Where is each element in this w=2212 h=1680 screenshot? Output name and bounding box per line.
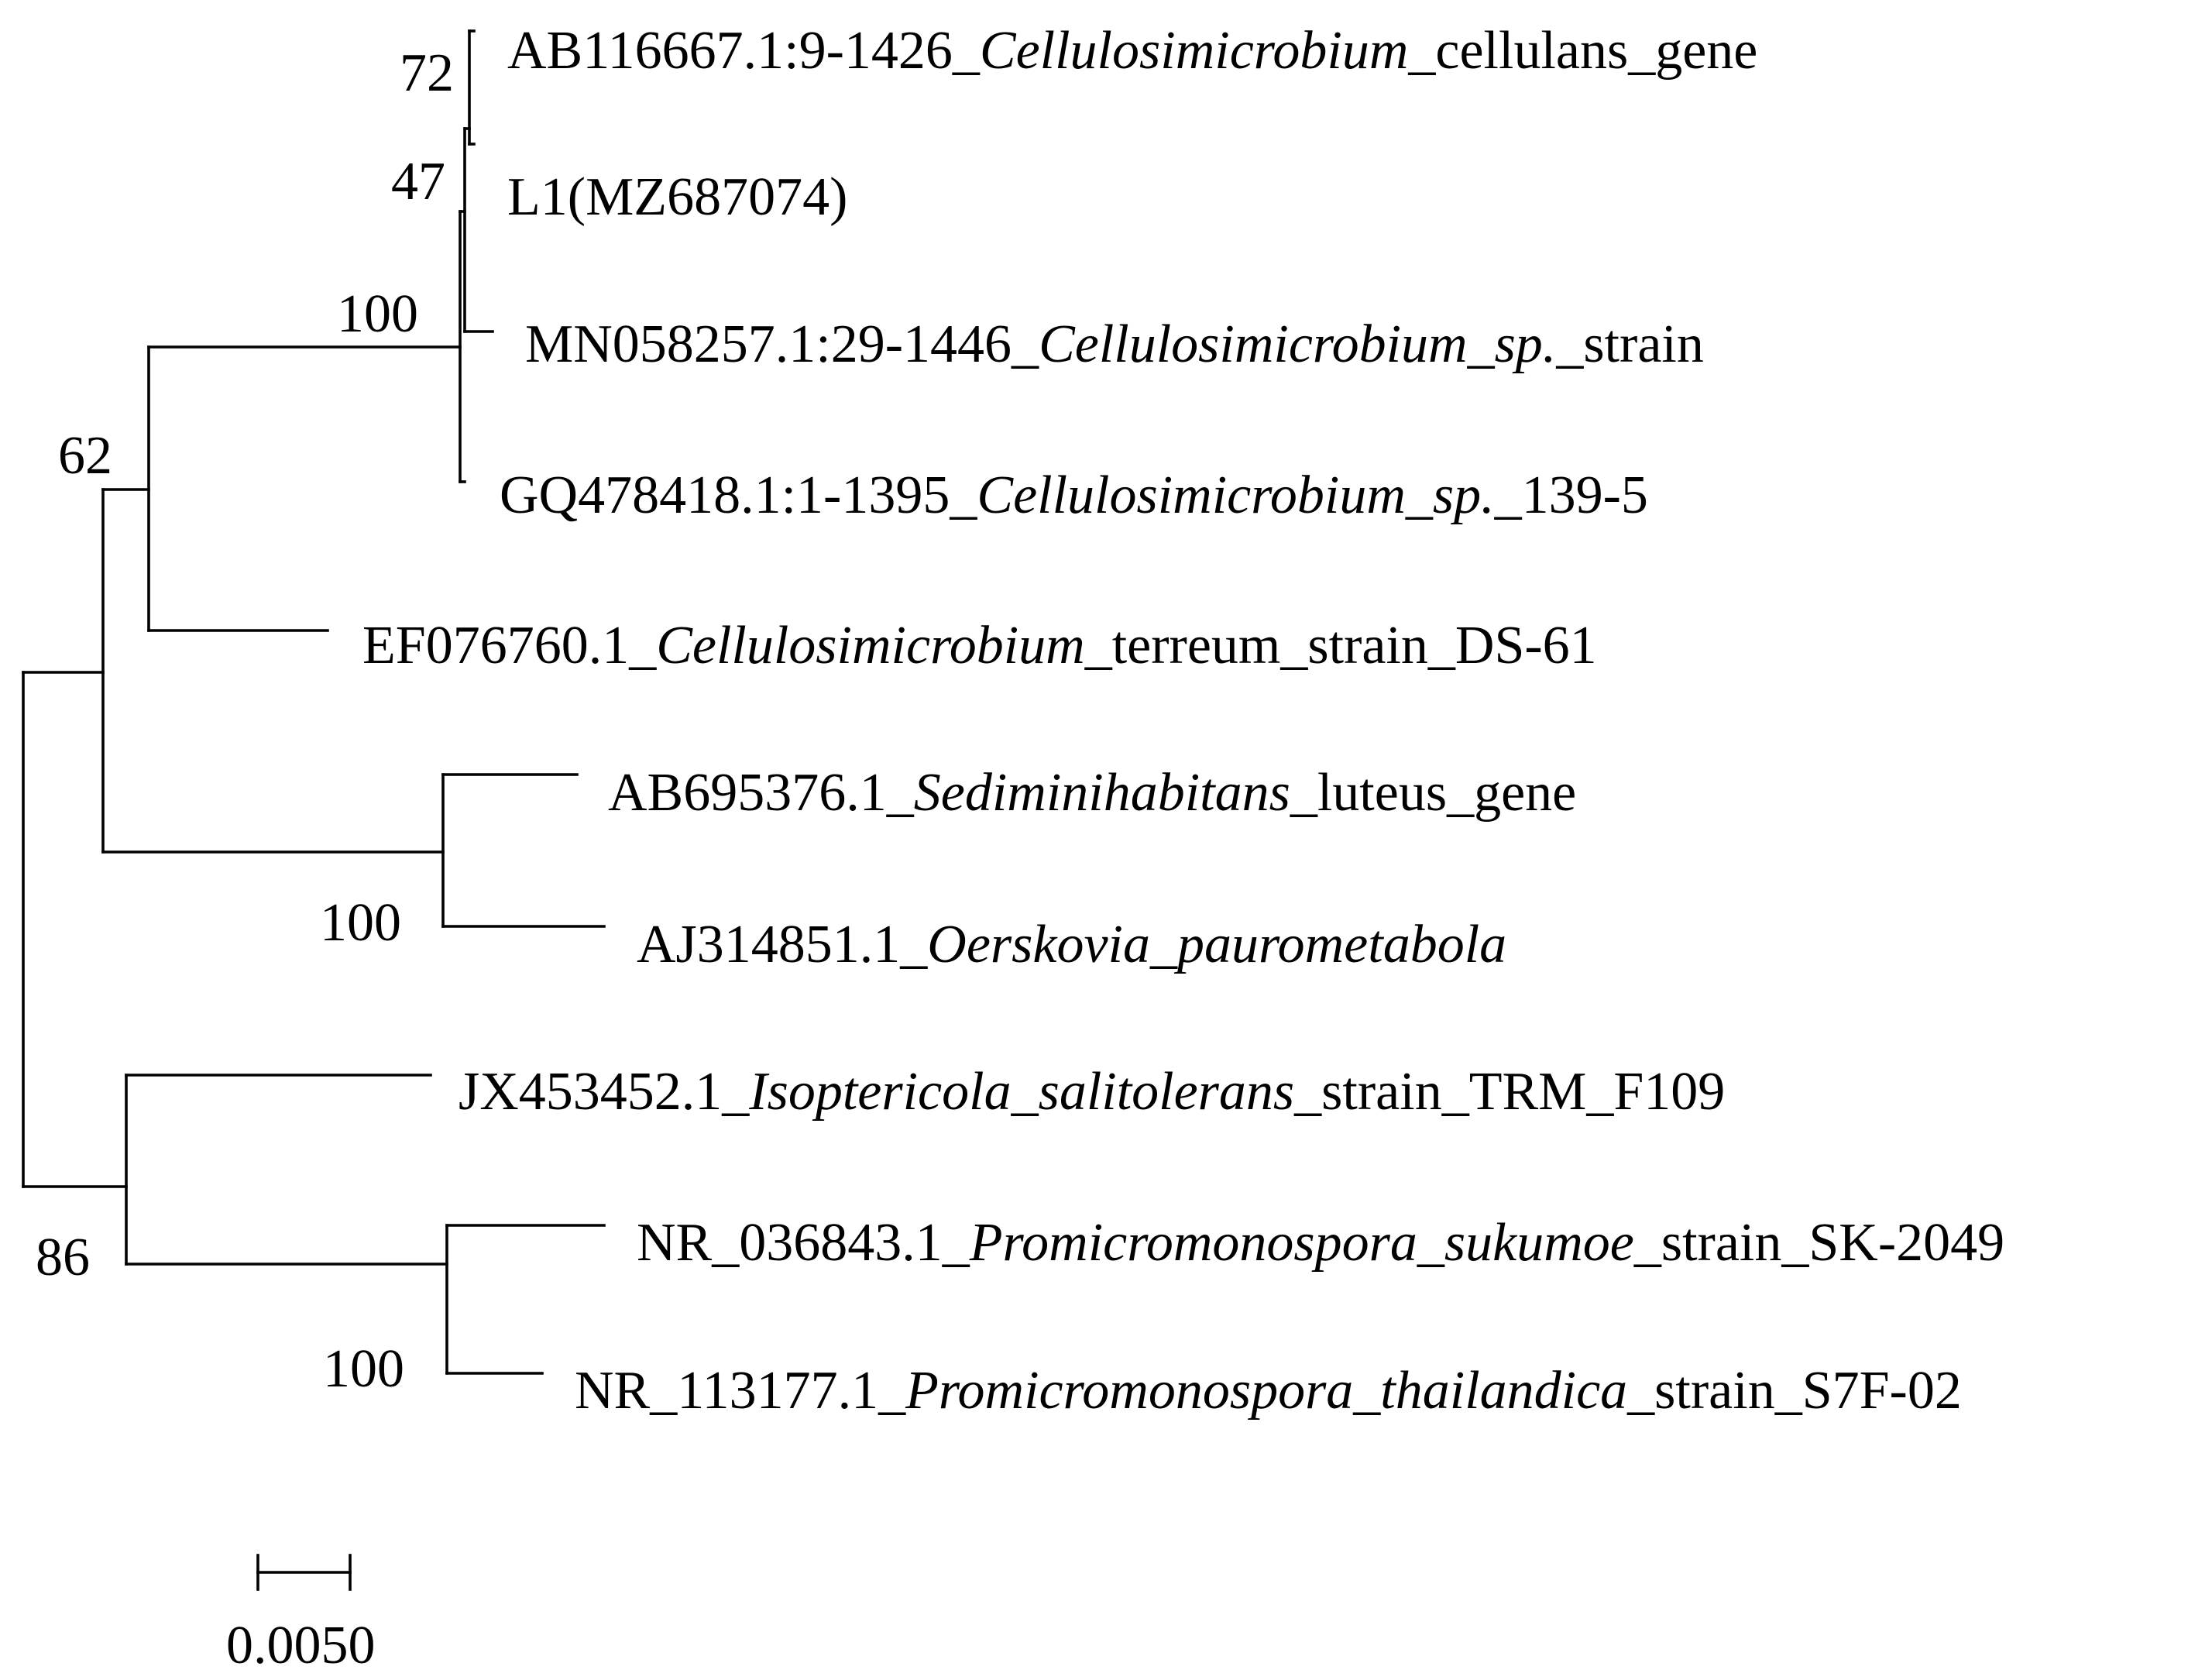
taxon-text: GQ478418.1:1-1395_ [500,466,977,525]
taxon-text: _strain_S7F-02 [1627,1361,1962,1421]
taxon-name-italic: Cellulosimicrobium [979,21,1409,81]
tip-label-ef076760 [362,616,1597,675]
taxon-text: MN058257.1:29-1446_ [525,314,1039,374]
taxon-name-italic: Promicromonospora_thailandica [905,1361,1628,1421]
tip-label-ab116667 [507,21,1757,81]
bootstrap-value: 72 [400,43,454,103]
bootstrap-value: 100 [337,284,418,344]
bootstrap-value: 100 [320,893,401,953]
tip-label-jx453452 [459,1062,1725,1122]
taxon-name-italic: Oerskovia_paurometabola [927,915,1507,974]
taxon-text: AB116667.1:9-1426_ [507,21,980,81]
tip-label-mn058257 [525,314,1704,374]
taxon-text: _strain_TRM_F109 [1294,1062,1726,1122]
taxon-text: EF076760.1_ [362,616,657,675]
bootstrap-value: 62 [58,426,112,486]
taxon-text: AJ314851.1_ [637,915,928,974]
bootstrap-value: 47 [391,152,445,211]
tip-label-gq478418 [500,466,1648,525]
tip-label-ab695376 [608,763,1576,823]
bootstrap-value: 86 [36,1228,90,1287]
taxon-text: _139-5 [1494,466,1648,525]
taxon-text: L1(MZ687074) [507,167,848,227]
taxon-name-italic: Cellulosimicrobium_sp. [1039,314,1557,374]
taxon-text: JX453452.1_ [459,1062,750,1122]
taxon-text: NR_036843.1_ [637,1213,970,1273]
tip-label-nr036843 [637,1213,2004,1273]
taxon-text: NR_113177.1_ [575,1361,906,1421]
taxon-text: _luteus_gene [1290,763,1577,823]
taxon-name-italic: Promicromonospora_sukumoe [969,1213,1634,1273]
taxon-name-italic: Sediminihabitans [913,763,1290,823]
bootstrap-value: 100 [323,1339,404,1399]
taxon-text: AB695376.1_ [608,763,914,823]
scale-bar [226,1555,376,1675]
tip-label-nr113177 [575,1361,1962,1421]
taxon-text: _terreum_strain_DS-61 [1084,616,1597,675]
taxon-name-italic: Isoptericola_salitolerans [749,1062,1295,1122]
tip-label-aj314851 [637,915,1506,974]
tree-branches [23,31,604,1373]
taxon-name-italic: Cellulosimicrobium [656,616,1085,675]
taxon-text: _strain_SK-2049 [1633,1213,2005,1273]
tip-label-l1-mz687074 [507,167,847,227]
scale-bar-label: 0.0050 [226,1616,376,1675]
taxon-name-italic: Cellulosimicrobium_sp. [977,466,1495,525]
taxon-text: _cellulans_gene [1408,21,1758,81]
taxon-text: _strain [1556,314,1704,374]
